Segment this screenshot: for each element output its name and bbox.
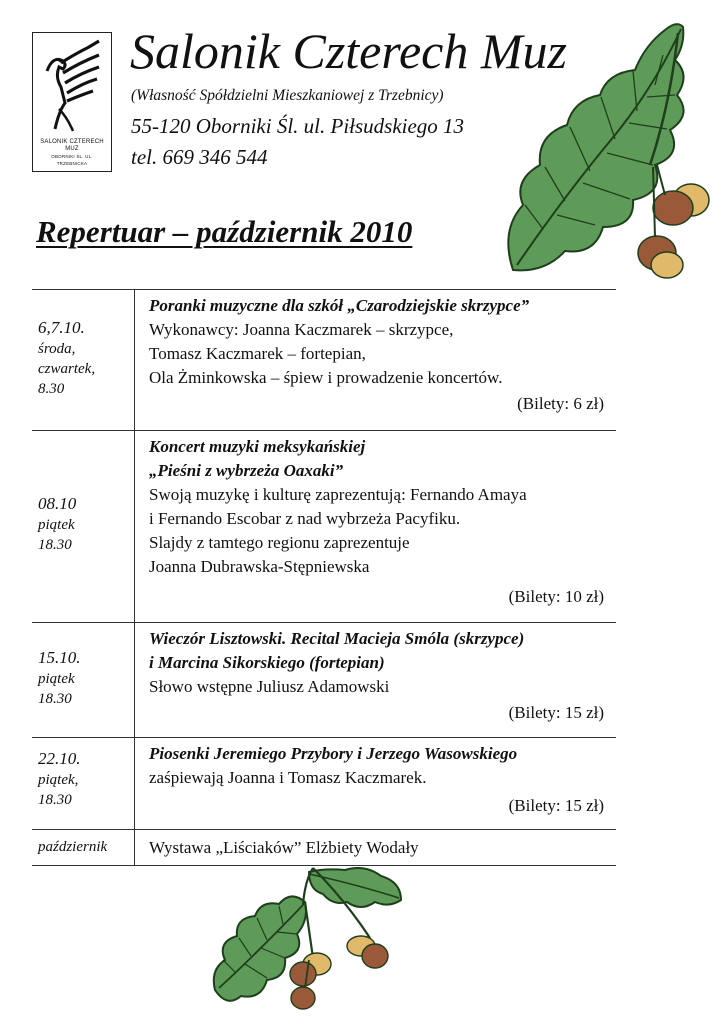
subtitle: (Własność Spółdzielni Mieszkaniowej z Trzebnicy) [131, 87, 444, 104]
event-subtitle: „Pieśni z wybrzeża Oaxaki” [149, 461, 344, 480]
ticket-price: (Bilety: 6 zł) [517, 394, 604, 413]
event-line: zaśpiewają Joanna i Tomasz Kaczmarek. [149, 768, 427, 787]
event-line: Joanna Dubrawska-Stępniewska [149, 557, 370, 576]
event-day: piątek [38, 517, 75, 533]
ticket-price: (Bilety: 15 zł) [508, 703, 604, 722]
event-row [32, 431, 616, 623]
event-date: 22.10. [38, 749, 81, 768]
event-date: 15.10. [38, 648, 81, 667]
oak-twig-acorns-icon [205, 860, 410, 1015]
event-line: Swoją muzykę i kulturę zaprezentują: Fernando Amaya [149, 485, 527, 504]
repertoire-title: Repertuar – październik 2010 [36, 214, 413, 249]
oak-leaf-acorns-icon [495, 15, 710, 280]
event-title: Poranki muzyczne dla szkół „Czarodziejskie skrzypce” [149, 296, 530, 315]
schedule-table [32, 289, 616, 866]
muse-logo-icon [33, 33, 110, 137]
phone: tel. 669 346 544 [131, 145, 268, 169]
event-line: Słowo wstępne Juliusz Adamowski [149, 677, 390, 696]
event-line: Wykonawcy: Joanna Kaczmarek – skrzypce, [149, 320, 454, 339]
event-line: Tomasz Kaczmarek – fortepian, [149, 344, 366, 363]
event-date: 08.10 [38, 494, 77, 513]
event-title: Wieczór Lisztowski. Recital Macieja Smóla (skrzypce) [149, 629, 525, 648]
ticket-price: (Bilety: 10 zł) [508, 587, 604, 606]
event-title: Koncert muzyki meksykańskiej [149, 437, 366, 456]
logo [32, 32, 112, 172]
event-row [32, 738, 616, 830]
logo-subtext: OBORNIKI ŚL. UL. TRZEBNICKA [51, 154, 93, 166]
event-day: czwartek, [38, 361, 96, 377]
event-title: Piosenki Jeremiego Przybory i Jerzego Wasowskiego [149, 744, 518, 763]
event-line: Slajdy z tamtego regionu zaprezentuje [149, 533, 410, 552]
event-day: piątek [38, 671, 75, 687]
event-time: 8.30 [38, 381, 65, 397]
event-day: piątek, [38, 772, 79, 788]
event-row [32, 623, 616, 738]
event-date: 6,7.10. [38, 318, 85, 337]
address: 55-120 Oborniki Śl. ul. Piłsudskiego 13 [131, 114, 465, 138]
exhibition-date: październik [32, 830, 135, 865]
exhibition-text: Wystawa „Liściaków” Elżbiety Wodały [149, 837, 419, 857]
event-line: Ola Żminkowska – śpiew i prowadzenie koncertów. [149, 368, 503, 387]
event-time: 18.30 [38, 792, 72, 808]
event-time: 18.30 [38, 537, 72, 553]
event-subtitle: i Marcina Sikorskiego (fortepian) [149, 653, 385, 672]
logo-text: SALONIK CZTERECH MUZ [40, 139, 104, 152]
page-title: Salonik Czterech Muz [130, 23, 567, 79]
ticket-price: (Bilety: 15 zł) [508, 796, 604, 815]
event-day: środa, [38, 341, 76, 357]
event-line: i Fernando Escobar z nad wybrzeża Pacyfiku. [149, 509, 461, 528]
event-time: 18.30 [38, 691, 72, 707]
event-row [32, 290, 616, 431]
